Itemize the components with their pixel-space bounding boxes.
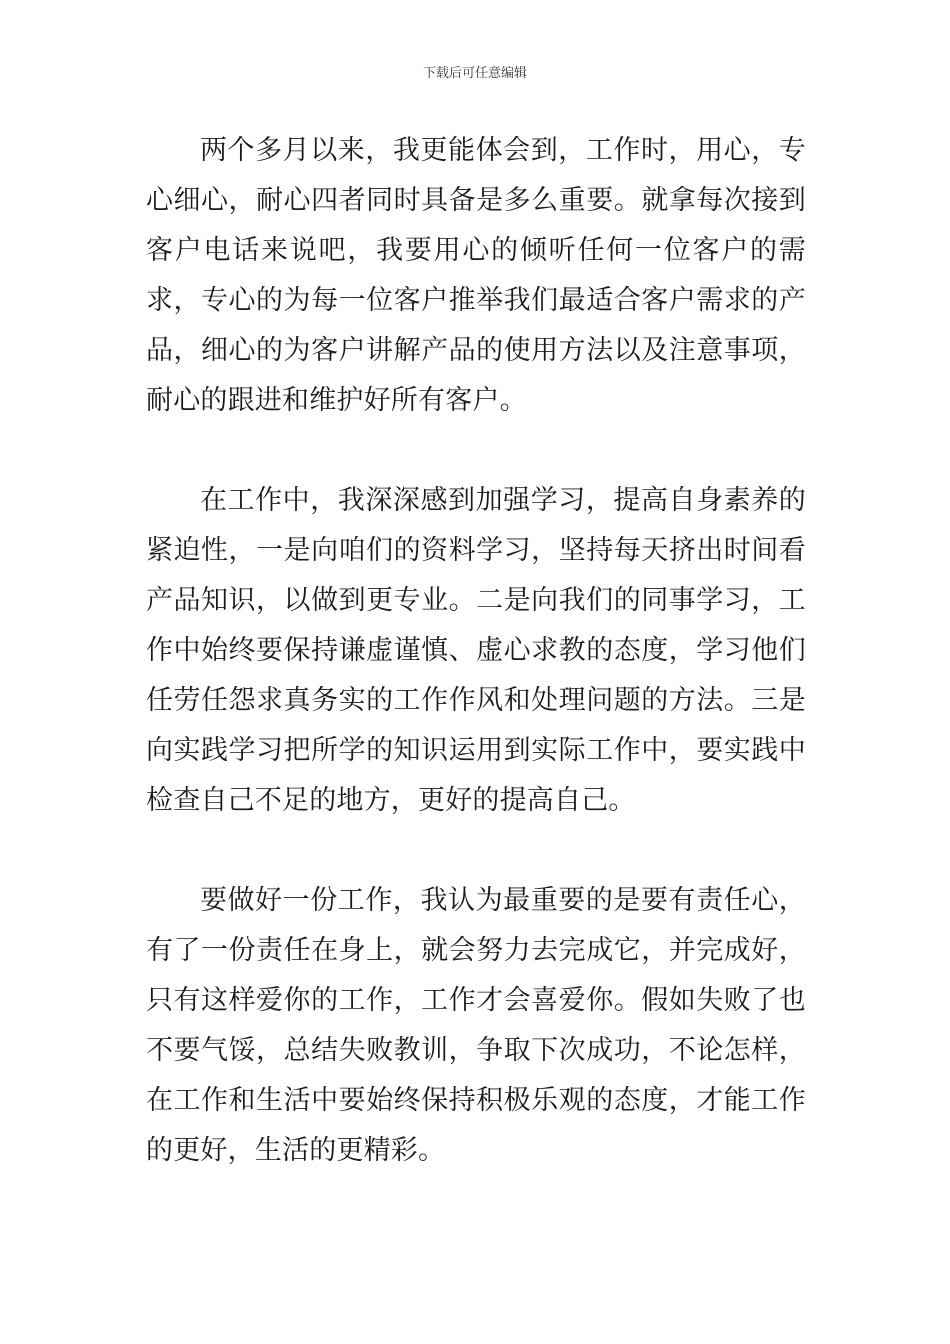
header-note: 下载后可任意编辑 bbox=[422, 66, 527, 81]
paragraph-1: 两个多月以来，我更能体会到，工作时，用心，专心细心，耐心四者同时具备是多么重要。就拿每次接到客户电话来说吧，我要用心的倾听任何一位客户的需求，专心的为每一位客户推举我们最适合客户需求的产品，细心的为客户讲解产品的使用方法以及注意事项，耐心的跟进和维护好所有客户。 bbox=[146, 135, 806, 416]
paragraph-3: 要做好一份工作，我认为最重要的是要有责任心，有了一份责任在身上，就会努力去完成它，并完成好，只有这样爱你的工作，工作才会喜爱你。假如失败了也不要气馁，总结失败教训，争取下次成功，不论怎样，在工作和生活中要始终保持积极乐观的态度，才能工作的更好，生活的更精彩。 bbox=[146, 885, 806, 1166]
paragraph-2: 在工作中，我深深感到加强学习，提高自身素养的紧迫性，一是向咱们的资料学习，坚持每天挤出时间看产品知识，以做到更专业。二是向我们的同事学习，工作中始终要保持谦虚谨慎、虚心求教的态度，学习他们任劳任怨求真务实的工作作风和处理问题的方法。三是向实践学习把所学的知识运用到实际工作中，要实践中检查自己不足的地方，更好的提高自己。 bbox=[146, 485, 806, 816]
document-body bbox=[146, 126, 806, 1176]
